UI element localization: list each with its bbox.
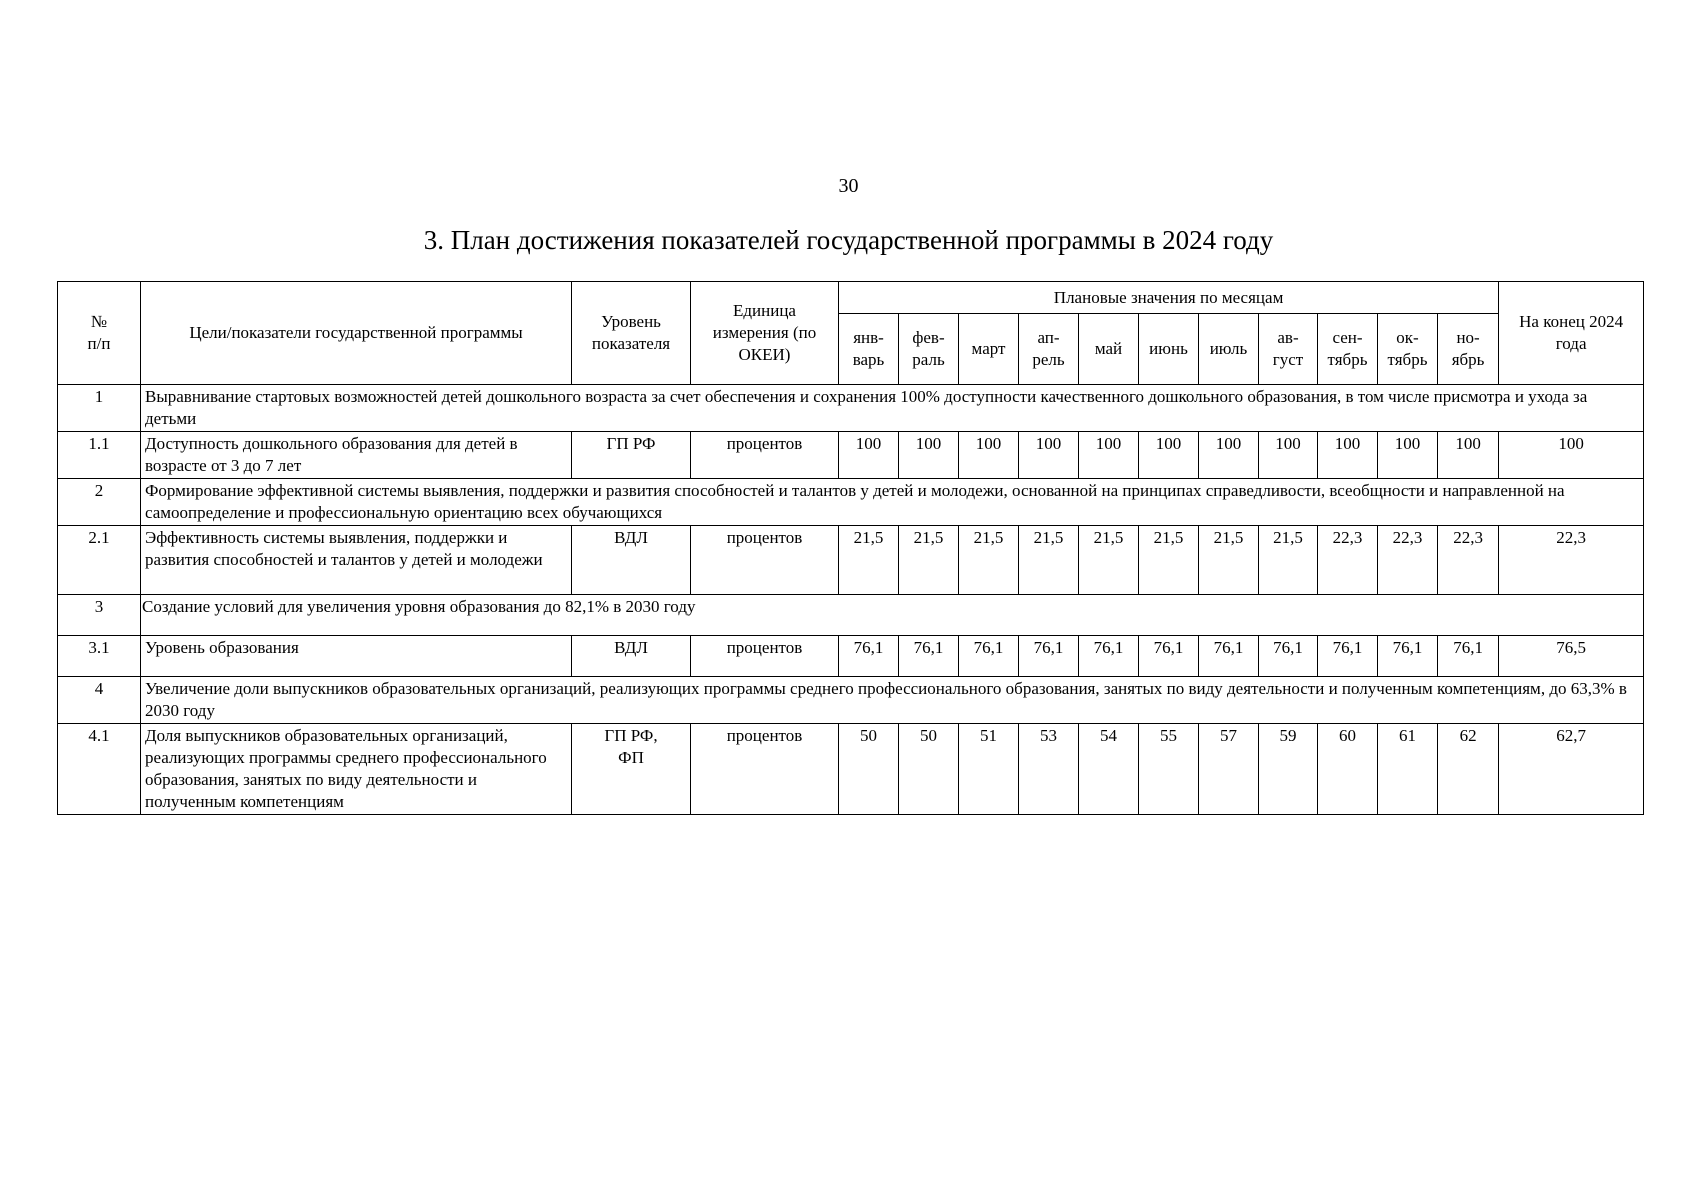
month-value: 21,5 [1199,526,1259,595]
month-value: 100 [1438,432,1499,479]
goal-num: 1 [58,385,141,432]
goal-num: 3 [58,595,141,636]
month-value: 21,5 [959,526,1019,595]
header-month: ап- рель [1019,314,1079,385]
indicator-unit: процентов [691,432,839,479]
indicator-name: Доступность дошкольного образования для детей в возрасте от 3 до 7 лет [141,432,572,479]
indicator-num: 2.1 [58,526,141,595]
end-of-year-value: 62,7 [1499,724,1644,815]
month-value: 50 [899,724,959,815]
month-value: 76,1 [899,636,959,677]
header-month: но- ябрь [1438,314,1499,385]
header-goal: Цели/показатели государственной программы [141,282,572,385]
month-value: 76,1 [1199,636,1259,677]
month-value: 100 [1259,432,1318,479]
header-month: ав- густ [1259,314,1318,385]
month-value: 76,1 [1019,636,1079,677]
end-of-year-value: 100 [1499,432,1644,479]
header-month: июль [1199,314,1259,385]
month-value: 54 [1079,724,1139,815]
goal-num: 4 [58,677,141,724]
month-value: 21,5 [899,526,959,595]
indicator-name: Уровень образования [141,636,572,677]
month-value: 76,1 [839,636,899,677]
month-value: 76,1 [1438,636,1499,677]
indicator-num: 4.1 [58,724,141,815]
month-value: 61 [1378,724,1438,815]
month-value: 100 [1139,432,1199,479]
indicator-level: ВДЛ [572,526,691,595]
month-value: 51 [959,724,1019,815]
indicator-num: 3.1 [58,636,141,677]
goal-text: Формирование эффективной системы выявления, поддержки и развития способностей и талантов у детей и молодежи, основанной на принципах справедливости, всеобщности и направленной на самоопределение и профессиональную ориентацию всех обучающихся [141,479,1644,526]
indicator-name: Эффективность системы выявления, поддержки и развития способностей и талантов у детей и молодежи [141,526,572,595]
month-value: 76,1 [959,636,1019,677]
indicator-unit: процентов [691,526,839,595]
header-unit: Единица измерения (по ОКЕИ) [691,282,839,385]
month-value: 100 [1079,432,1139,479]
indicators-plan-table [57,281,1644,815]
month-value: 22,3 [1438,526,1499,595]
month-value: 21,5 [1079,526,1139,595]
goal-text: Выравнивание стартовых возможностей детей дошкольного возраста за счет обеспечения и сохранения 100% доступности качественного дошкольного образования, в том числе присмотра и ухода за детьми [141,385,1644,432]
header-month: фев- раль [899,314,959,385]
month-value: 76,1 [1079,636,1139,677]
header-end-of-year: На конец 2024 года [1499,282,1644,385]
indicator-num: 1.1 [58,432,141,479]
goal-row [58,479,1644,526]
month-value: 57 [1199,724,1259,815]
month-value: 76,1 [1259,636,1318,677]
month-value: 21,5 [1019,526,1079,595]
indicator-row [58,432,1644,479]
goal-row [58,385,1644,432]
header-month: ок- тябрь [1378,314,1438,385]
indicator-level: ГП РФ [572,432,691,479]
indicator-unit: процентов [691,636,839,677]
month-value: 53 [1019,724,1079,815]
indicator-name: Доля выпускников образовательных организаций, реализующих программы среднего профессионального образования, занятых по виду деятельности и полученным компетенциям [141,724,572,815]
month-value: 100 [959,432,1019,479]
end-of-year-value: 22,3 [1499,526,1644,595]
header-num: № п/п [58,282,141,385]
goal-text: Увеличение доли выпускников образовательных организаций, реализующих программы среднего профессионального образования, занятых по виду деятельности и полученным компетенциям, до 63,3% в 2030 году [141,677,1644,724]
page-number: 30 [838,175,859,197]
month-value: 76,1 [1318,636,1378,677]
month-value: 76,1 [1139,636,1199,677]
indicator-unit: процентов [691,724,839,815]
month-value: 100 [1019,432,1079,479]
header-month: янв- варь [839,314,899,385]
header-level: Уровень показателя [572,282,691,385]
header-months-group: Плановые значения по месяцам [839,282,1499,314]
goal-row [58,677,1644,724]
month-value: 22,3 [1378,526,1438,595]
goal-row [58,595,1644,636]
month-value: 21,5 [839,526,899,595]
indicator-row [58,526,1644,595]
goal-text: Создание условий для увеличения уровня образования до 82,1% в 2030 году [141,595,1644,636]
month-value: 59 [1259,724,1318,815]
month-value: 100 [1378,432,1438,479]
month-value: 21,5 [1139,526,1199,595]
end-of-year-value: 76,5 [1499,636,1644,677]
header-month: май [1079,314,1139,385]
indicator-level: ГП РФ, ФП [572,724,691,815]
header-month: июнь [1139,314,1199,385]
header-month: сен- тябрь [1318,314,1378,385]
month-value: 60 [1318,724,1378,815]
month-value: 76,1 [1378,636,1438,677]
indicator-level: ВДЛ [572,636,691,677]
indicator-row [58,636,1644,677]
month-value: 100 [1318,432,1378,479]
month-value: 50 [839,724,899,815]
indicator-row [58,724,1644,815]
goal-num: 2 [58,479,141,526]
header-row-top [58,282,1644,314]
header-month: март [959,314,1019,385]
month-value: 21,5 [1259,526,1318,595]
month-value: 22,3 [1318,526,1378,595]
month-value: 100 [839,432,899,479]
month-value: 55 [1139,724,1199,815]
month-value: 100 [1199,432,1259,479]
page-title: 3. План достижения показателей государственной программы в 2024 году [423,225,1274,255]
month-value: 62 [1438,724,1499,815]
month-value: 100 [899,432,959,479]
